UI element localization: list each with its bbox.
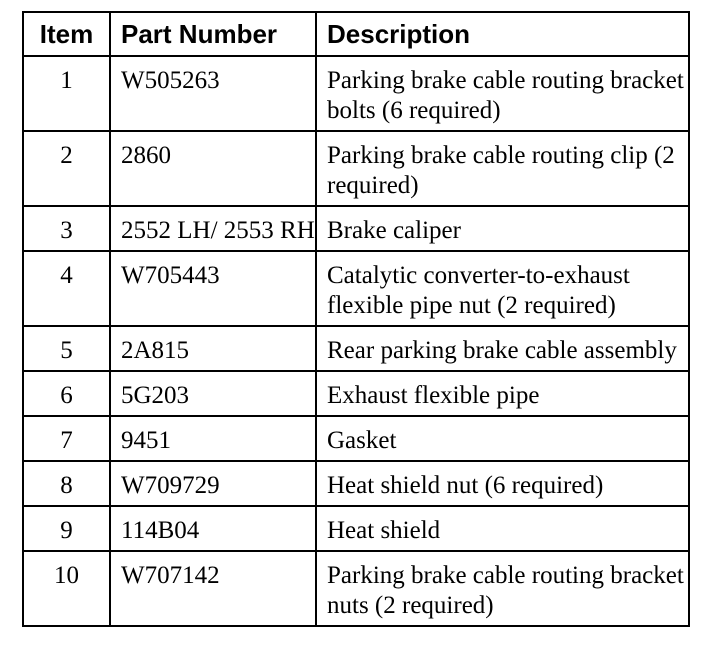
table-row — [23, 326, 689, 371]
part-number: W505263 — [110, 56, 316, 131]
table-row — [23, 56, 689, 131]
part-description: Parking brake cable routing clip (2 required) — [316, 131, 689, 206]
part-number: 5G203 — [110, 371, 316, 416]
part-number: W707142 — [110, 551, 316, 626]
item-number: 4 — [23, 251, 110, 326]
part-description: Parking brake cable routing bracket bolts (6 required) — [316, 56, 689, 131]
item-number: 1 — [23, 56, 110, 131]
part-description: Gasket — [316, 416, 689, 461]
part-number: 2552 LH/ 2553 RH — [110, 206, 316, 251]
part-description: Exhaust flexible pipe — [316, 371, 689, 416]
table-row — [23, 416, 689, 461]
table-row — [23, 506, 689, 551]
parts-table — [22, 11, 690, 627]
table-row — [23, 206, 689, 251]
column-header-part-number: Part Number — [110, 12, 316, 56]
table-row — [23, 251, 689, 326]
part-description: Brake caliper — [316, 206, 689, 251]
table-row — [23, 461, 689, 506]
item-number: 10 — [23, 551, 110, 626]
part-number: 2860 — [110, 131, 316, 206]
part-number: 114B04 — [110, 506, 316, 551]
part-description: Catalytic converter-to-exhaust flexible pipe nut (2 required) — [316, 251, 689, 326]
item-number: 6 — [23, 371, 110, 416]
part-description: Heat shield nut (6 required) — [316, 461, 689, 506]
item-number: 8 — [23, 461, 110, 506]
item-number: 9 — [23, 506, 110, 551]
table-row — [23, 131, 689, 206]
table-row — [23, 371, 689, 416]
header-row — [23, 12, 689, 56]
part-number: W709729 — [110, 461, 316, 506]
item-number: 2 — [23, 131, 110, 206]
part-number: W705443 — [110, 251, 316, 326]
part-number: 2A815 — [110, 326, 316, 371]
table-header — [23, 12, 689, 56]
column-header-item: Item — [23, 12, 110, 56]
column-header-description: Description — [316, 12, 689, 56]
item-number: 7 — [23, 416, 110, 461]
part-description: Parking brake cable routing bracket nuts (2 required) — [316, 551, 689, 626]
item-number: 5 — [23, 326, 110, 371]
table-row — [23, 551, 689, 626]
part-number: 9451 — [110, 416, 316, 461]
item-number: 3 — [23, 206, 110, 251]
part-description: Heat shield — [316, 506, 689, 551]
table-body — [23, 56, 689, 626]
part-description: Rear parking brake cable assembly — [316, 326, 689, 371]
